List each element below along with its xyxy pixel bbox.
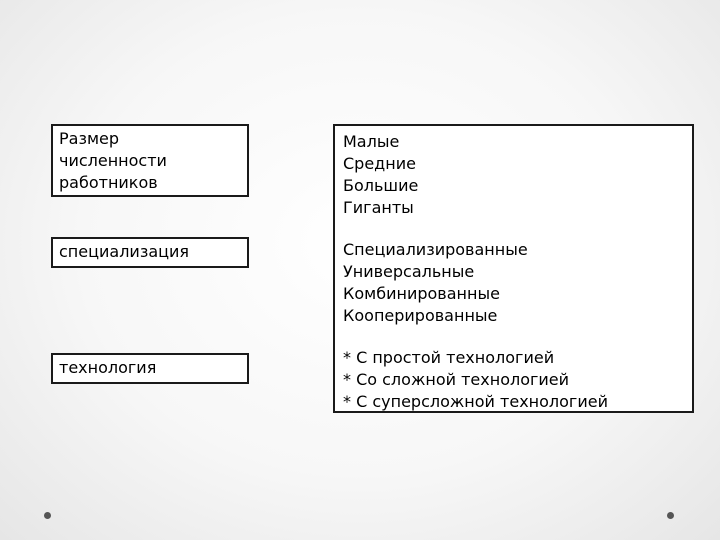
category-label-line: численности [59, 151, 167, 170]
details-item: Большие [343, 176, 419, 195]
details-item: * С простой технологией [343, 348, 555, 367]
category-label-line: Размер [59, 129, 120, 148]
details-box [333, 124, 694, 413]
details-item: Специализированные [343, 240, 528, 259]
details-group-size [343, 131, 692, 219]
category-box-size [51, 124, 249, 197]
category-box-specialization [51, 237, 249, 268]
details-item: * С суперсложной технологией [343, 392, 608, 411]
corner-dot-right [667, 512, 674, 519]
details-item: Гиганты [343, 198, 414, 217]
corner-dot-left [44, 512, 51, 519]
details-item: Малые [343, 132, 400, 151]
details-group-specialization [343, 239, 692, 327]
details-item: Комбинированные [343, 284, 500, 303]
details-item: Универсальные [343, 262, 475, 281]
details-group-technology [343, 347, 692, 413]
details-item: Средние [343, 154, 416, 173]
group-gap [343, 327, 692, 347]
details-item: * Со сложной технологией [343, 370, 570, 389]
category-label-line: технология [59, 358, 157, 377]
details-item: Кооперированные [343, 306, 498, 325]
group-gap [343, 219, 692, 239]
category-label-line: работников [59, 173, 158, 192]
category-box-technology [51, 353, 249, 384]
category-label-line: специализация [59, 242, 190, 261]
